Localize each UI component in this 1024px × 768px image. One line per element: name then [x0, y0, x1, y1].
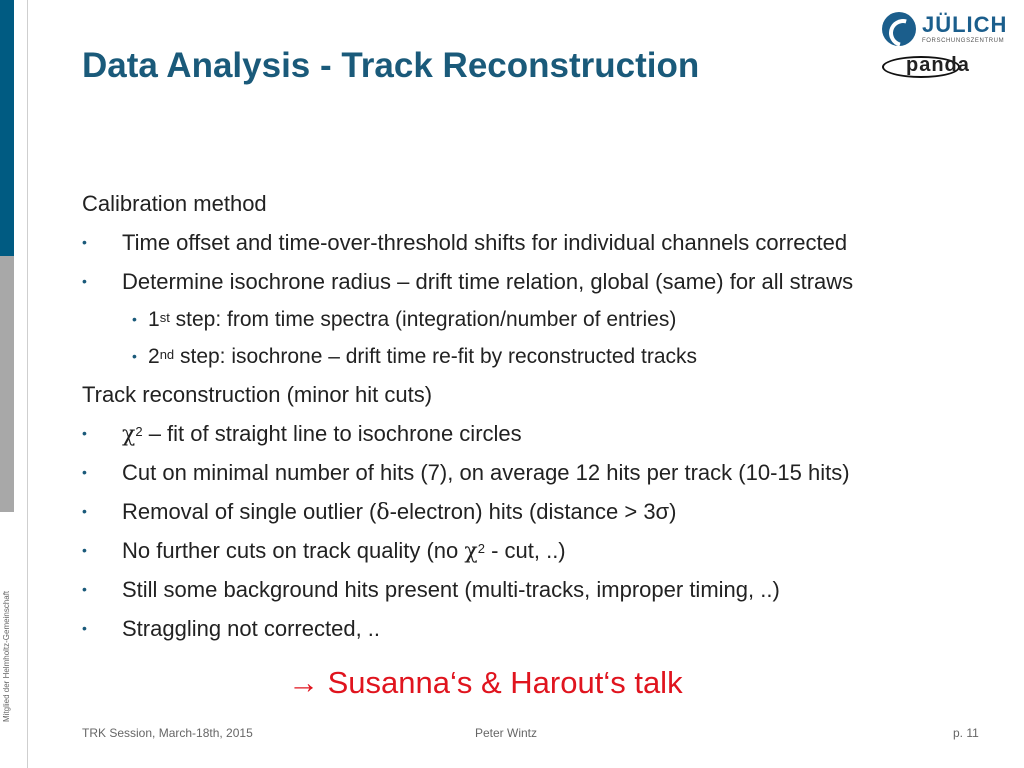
footer-page-number: p. 11: [953, 726, 979, 740]
bullet-text: No further cuts on track quality (no: [122, 538, 465, 563]
slide-title: Data Analysis - Track Reconstruction: [82, 46, 700, 85]
sidebar-bar-gray: [0, 256, 14, 512]
bullet-text-cont: - cut, ..): [484, 538, 566, 563]
bullet-text: Straggling not corrected, ..: [122, 616, 381, 641]
bullet-text: Removal of single outlier (: [122, 499, 377, 524]
chi-exponent: 2: [477, 541, 485, 556]
track-heading: Track reconstruction (minor hit cuts): [82, 382, 433, 407]
step-ordinal: st: [159, 310, 170, 325]
bullet-icon: •: [82, 273, 87, 289]
chi-exponent: 2: [135, 424, 143, 439]
talk-reference: → Susanna‘s & Harout‘s talk: [288, 665, 683, 700]
bullet-text-cont: -electron) hits (distance > 3σ): [389, 499, 677, 524]
track-bullet-1: [82, 414, 1002, 453]
bullet-icon: •: [82, 503, 87, 519]
sidebar-divider: [27, 0, 28, 768]
track-bullet-2: [82, 453, 1002, 492]
track-bullet-6: [82, 609, 1002, 648]
calibration-heading: Calibration method: [82, 191, 267, 216]
chi-symbol: χ: [464, 539, 478, 564]
panda-logo-text: panda: [906, 54, 970, 76]
juelich-emblem-icon: [882, 12, 916, 46]
panda-logo: [882, 54, 998, 82]
juelich-logo: [882, 10, 1008, 50]
step-number: 1: [148, 308, 160, 331]
helmholtz-label: Mitglied der Helmholtz-Gemeinschaft: [2, 590, 11, 722]
juelich-logo-subtext: FORSCHUNGSZENTRUM: [922, 38, 1005, 44]
track-bullet-5: [82, 570, 1002, 609]
track-bullet-4: [82, 531, 1002, 570]
bullet-icon: •: [132, 311, 137, 327]
bullet-text: Determine isochrone radius – drift time relation, global (same) for all straws: [122, 269, 854, 294]
bullet-text: step: isochrone – drift time re-fit by reconstructed tracks: [174, 345, 698, 368]
bullet-text: Cut on minimal number of hits (7), on average 12 hits per track (10-15 hits): [122, 460, 850, 485]
bullet-text: step: from time spectra (integration/number of entries): [169, 308, 677, 331]
sidebar-bar-blue: [0, 0, 14, 256]
calibration-subbullet-2: [82, 338, 1002, 375]
bullet-icon: •: [82, 234, 87, 250]
bullet-text: – fit of straight line to isochrone circles: [142, 421, 522, 446]
track-bullet-3: [82, 492, 1002, 531]
slide-content: [82, 184, 1002, 648]
bullet-icon: •: [82, 581, 87, 597]
calibration-bullet-2: [82, 262, 1002, 301]
step-ordinal: nd: [159, 347, 175, 362]
bullet-icon: •: [82, 464, 87, 480]
bullet-icon: •: [82, 425, 87, 441]
bullet-text: Time offset and time-over-threshold shifts for individual channels corrected: [122, 230, 848, 255]
chi-symbol: χ: [122, 422, 136, 447]
footer-author: Peter Wintz: [475, 726, 538, 740]
bullet-icon: •: [132, 348, 137, 364]
bullet-text: Still some background hits present (multi-tracks, improper timing, ..): [122, 577, 780, 602]
juelich-logo-text: JÜLICH: [922, 12, 1008, 37]
calibration-bullet-1: [82, 223, 1002, 262]
bullet-icon: •: [82, 542, 87, 558]
step-number: 2: [148, 345, 160, 368]
bullet-icon: •: [82, 620, 87, 636]
calibration-subbullet-1: [82, 301, 1002, 338]
delta-symbol: δ: [376, 500, 390, 525]
footer-session: TRK Session, March-18th, 2015: [82, 726, 253, 740]
